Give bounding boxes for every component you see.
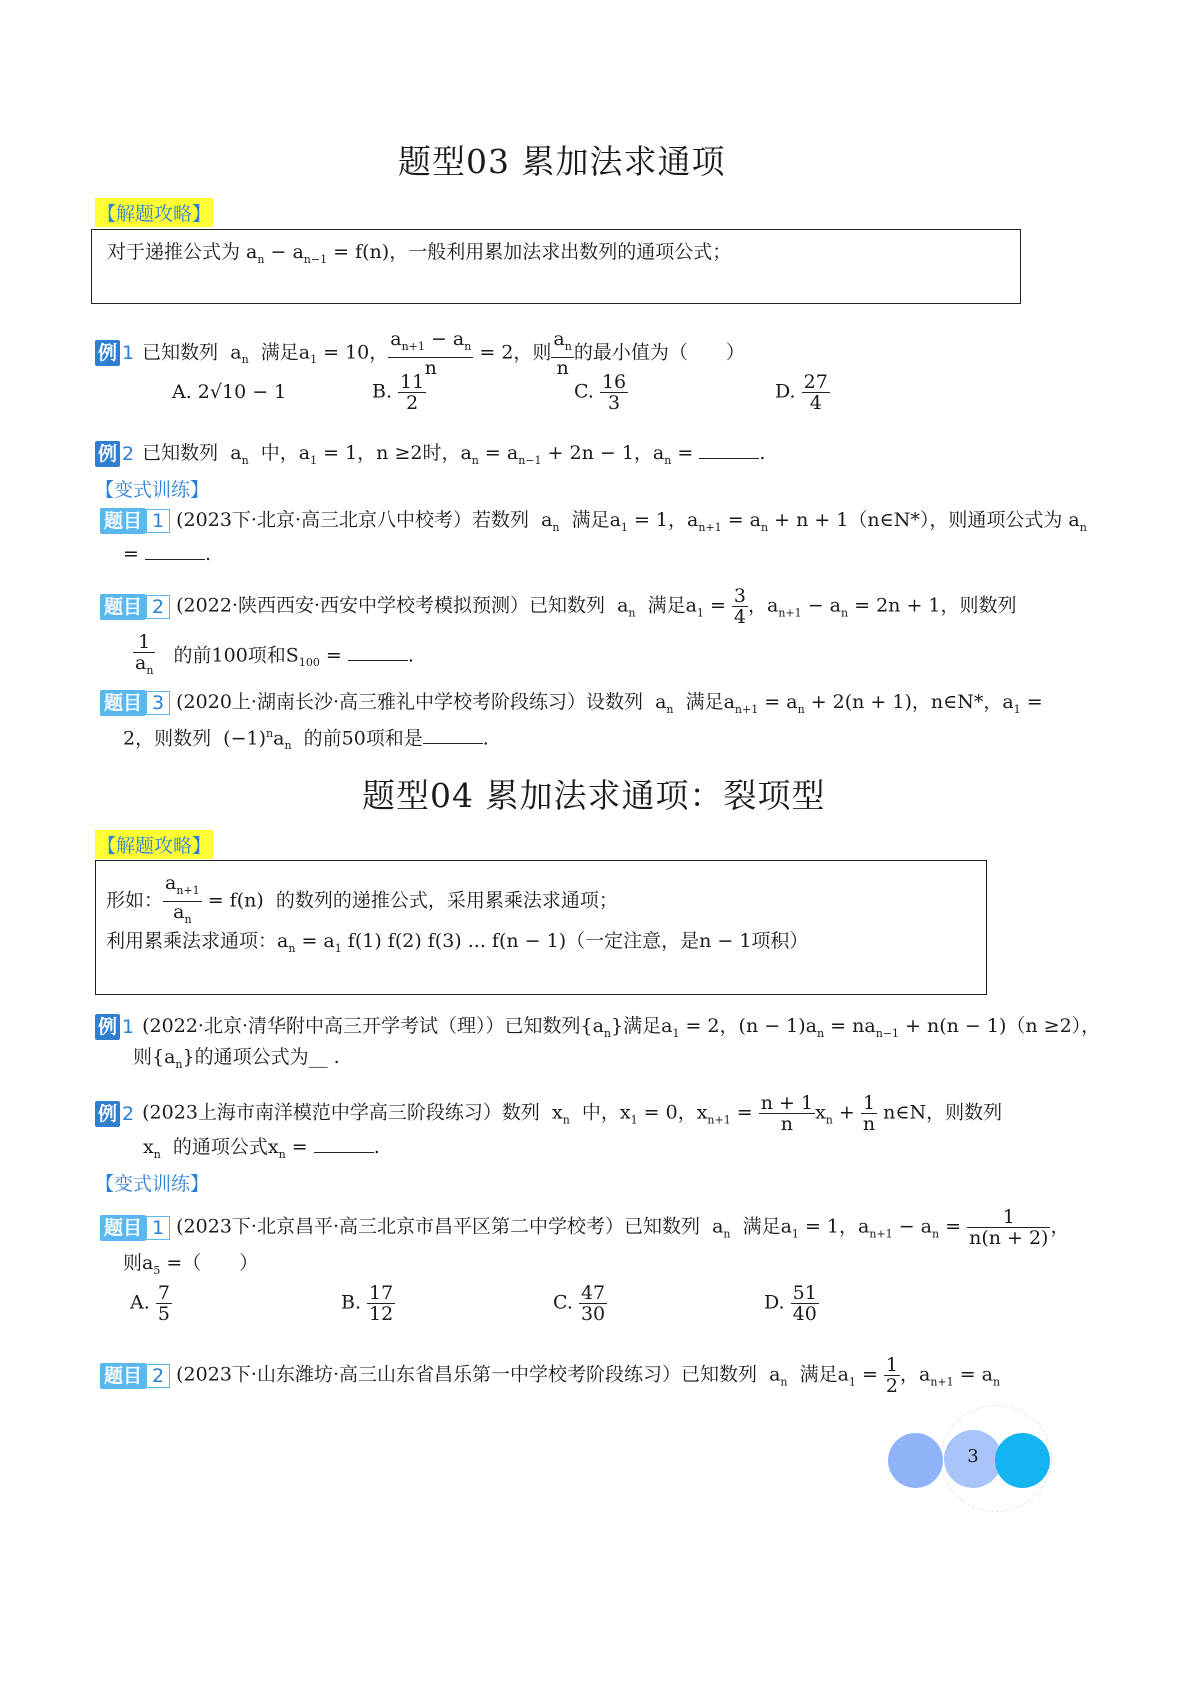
section-03-title: 题型03 累加法求通项 [398,142,726,181]
tips-box-04 [95,860,987,995]
option-d: D. $\frac{51}{40}$ [764,1282,817,1325]
practice-1-04-cont: 则$a_5$ =（ ） [123,1252,259,1277]
example-tag: 例 1 [95,1014,136,1040]
example-2-04-cont: $x_n$ 的通项公式$x_n$ = . [143,1136,380,1161]
question-tag: 题目 2 [100,1363,170,1389]
question-tag: 题目 1 [100,508,170,534]
example-2-04: 例 2 (2023上海市南洋模范中学高三阶段练习）数列 $x_n$ 中，$x_1 = 0$，$x_{n+1}$ = $\frac{n + 1}{n}$ $x_n$ + $\frac{1}{n}$ n∈N，则数列 [95,1093,1002,1134]
example-2-03: 例 2 已知数列 $a_n$ 中，$a_1 = 1$，n ≥2时，$a_n = a_{n-1} + 2n - 1$，$a_n$ = . [95,441,765,473]
page-number: 3 [967,1446,979,1467]
question-tag: 题目 3 [100,690,170,716]
example-1-04: 例 1 (2022·北京·清华附中高三开学考试（理））已知数列$\{a_n\}$满足$a_1 = 2$，$(n - 1)a_n = na_{n-1} + n(n - 1)(n \ge 2)$， [95,1014,1100,1046]
practice-3-03-cont: 2，则数列 $(-1)^na_n$ 的前50项和是 . [123,727,489,753]
question-tag: 题目 2 [100,594,170,620]
tips-line-2-04: 利用累乘法求通项：$a_n = a_1$ f(1) f(2) f(3) ... f(n − 1)（一定注意，是n − 1项积） [106,930,809,955]
example-tag: 例 1 [95,340,136,366]
practice-1-03-cont: = . [123,543,212,565]
page-circle-right [995,1433,1050,1488]
practice-label-04: 【变式训练】 [95,1173,210,1195]
option-a: A. $\frac{7}{5}$ [130,1282,170,1325]
practice-1-04-options [130,1283,830,1333]
tips-line-1-04: 形如： $\frac{a_{n+1}}{a_n}$ = f(n) 的数列的递推公式，采用累乘法求通项； [106,872,618,926]
option-c: C. $\frac{16}{3}$ [574,371,627,414]
tips-box-03 [91,229,1021,304]
practice-2-03-cont: $\frac{1}{a_n}$ 的前100项和$S_{100}$ = . [135,631,414,677]
option-b: B. $\frac{17}{12}$ [341,1282,394,1325]
example-tag: 例 2 [95,1101,136,1127]
option-b: B. $\frac{11}{2}$ [372,371,425,414]
example-1-04-cont: 则$\{a_n\}$的通项公式为__ . [133,1046,340,1071]
practice-1-03: 题目 1 (2023下·北京·高三北京八中校考）若数列 $a_n$ 满足$a_1 = 1$，$a_{n+1} = a_n + n$ + 1（n∈N*），则通项公式为 $a_n$ [100,508,1087,540]
question-tag: 题目 1 [100,1215,170,1241]
section-04-title: 题型04 累加法求通项：裂项型 [362,776,826,815]
option-d: D. $\frac{27}{4}$ [775,371,828,414]
tips-label-03: 【解题攻略】 [95,198,213,227]
practice-2-03: 题目 2 (2022·陕西西安·西安中学校考模拟预测）已知数列 $a_n$ 满足$a_1$ = $\frac{3}{4}$ ，$a_{n+1} - a_n = 2n + 1$，则数列 [100,586,1017,627]
tips-text-03-post: ，一般利用累加法求出数列的通项公式； [389,241,732,263]
page-circle-left [888,1433,943,1488]
practice-1-04: 题目 1 (2023下·北京昌平·高三北京市昌平区第二中学校考）已知数列 $a_n$ 满足$a_1 = 1$，$a_{n+1} - a_n$ = $\frac{1}{n(n + 2)}$ ， [100,1207,1069,1248]
tips-text-03: 对于递推公式为 $a_n - a_{n-1} = f(n)$，一般利用累加法求出数列的通项公式； [107,241,732,266]
practice-2-04: 题目 2 (2023下·山东潍坊·高三山东省昌乐第一中学校考阶段练习）已知数列 $a_n$ 满足$a_1$ = $\frac{1}{2}$ ，$a_{n+1} = a_n$ [100,1355,1000,1396]
option-a: A. 2√10 − 1 [172,381,287,403]
tips-text-03-pre: 对于递推公式为 a [107,241,258,263]
example-1-03: 例 1 已知数列 $a_n$ 满足$a_1 = 10$， $\frac{a_{n+1} - a_n}{n}$ = 2，则 $\frac{a_n}{n}$ 的最小值为（ ） [95,329,745,378]
practice-3-03: 题目 3 (2020上·湖南长沙·高三雅礼中学校考阶段练习）设数列 $a_n$ 满足$a_{n+1} = a_n + 2(n + 1)$，n∈N*，$a_1$ = [100,690,1043,722]
example-tag: 例 2 [95,441,136,467]
practice-label-03: 【变式训练】 [95,479,210,501]
option-c: C. $\frac{47}{30}$ [553,1282,606,1325]
tips-label-04: 【解题攻略】 [95,830,213,859]
